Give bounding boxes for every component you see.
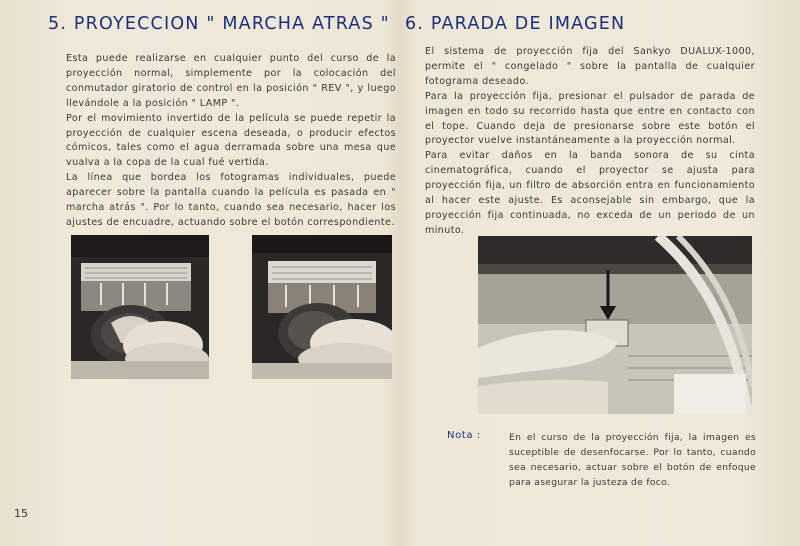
page-number: 15 (14, 507, 28, 520)
photo-control-knob-lamp (252, 235, 392, 379)
section-6-body (425, 45, 755, 239)
note-label: Nota : (447, 430, 481, 441)
section-5-paragraph: Esta puede realizarse en cualquier punto del curso de la proyección normal, simplemente por la colocación del conmutador giratorio de control en la posición " REV ", y luego llevándole a la posición " LAMP ". (66, 53, 396, 109)
photo-still-frame-button (478, 236, 752, 414)
section-5-title: 5. PROYECCION " MARCHA ATRAS " (48, 14, 390, 34)
section-6-paragraph: Para la proyección fija, presionar el pulsador de parada de imagen en todo su recorrido hasta que entre en contacto con el tope. Cuando deja de presionarse sobre este botón el proyector vuelve instantáneamente a la proyección normal. (425, 90, 755, 147)
note-text: En el curso de la proyección fija, la imagen es suceptible de desenfocarse. Por lo tanto, cuando sea necesario, actuar sobre el botón de enfoque para asegurar la justeza de foco. (509, 432, 756, 488)
section-5-paragraph: La línea que bordea los fotogramas individuales, puede aparecer sobre la pantalla cuando la película es pasada en " marcha atrás ". Por lo tanto, cuando sea necesario, hacer los ajustes de encuadre, actuando sobre el botón correspondiente. (66, 172, 396, 228)
section-6-title: 6. PARADA DE IMAGEN (405, 14, 626, 34)
section-6-paragraph: El sistema de proyección fija del Sankyo DUALUX-1000, permite el " congelado " sobre la pantalla de cualquier fotograma deseado. (425, 46, 755, 87)
photo-control-knob-rev (71, 235, 209, 379)
section-6-paragraph: Para evitar daños en la banda sonora de su cinta cinematográfica, cuando el proyector se ajusta para proyección fija, un filtro de absorción entra en funcionamiento al hacer este ajuste. Es aconsejable sin embargo, que la proyección fija continuada, no exceda de un periodo de un minuto. (425, 150, 755, 236)
section-5-paragraph: Por el movimiento invertido de la película se puede repetir la proyección de cualquier escena deseada, o producir efectos cómicos, tales como el agua derramada sobre una mesa que vualva a la copa de la cual fué vertida. (66, 112, 396, 169)
section-5-body (66, 52, 396, 231)
